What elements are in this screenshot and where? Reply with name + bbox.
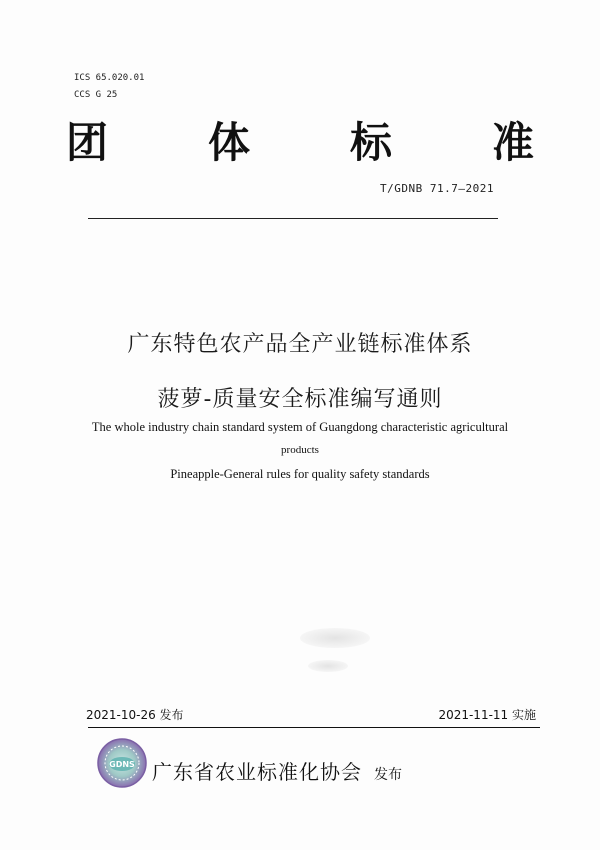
top-divider <box>88 218 498 219</box>
bottom-divider <box>88 727 540 728</box>
standard-number: T/GDNB 71.7—2021 <box>380 182 494 195</box>
scan-smudge <box>308 660 348 672</box>
date-row <box>86 706 536 723</box>
english-title-line-1: The whole industry chain standard system of Guangdong characteristic agricultural <box>91 420 509 434</box>
doc-type-char: 体 <box>207 118 250 167</box>
issue-date: 2021-10-26 发布 <box>86 708 184 722</box>
svg-text:GDNS: GDNS <box>109 760 135 769</box>
ccs-code: CCS G 25 <box>74 90 118 100</box>
doc-type-char: 团 <box>65 118 108 167</box>
publish-label: 发布 <box>374 767 402 783</box>
ics-code: ICS 65.020.01 <box>74 73 145 83</box>
english-title-line-3: Pineapple-General rules for quality safety standards <box>170 467 430 481</box>
doc-type-char: 准 <box>491 118 534 167</box>
document-type-heading <box>60 110 540 170</box>
association-seal-icon <box>97 738 147 788</box>
publisher <box>152 756 402 785</box>
english-title-line-2: products <box>281 444 319 456</box>
publisher-organization: 广东省农业标准化协会 <box>152 760 362 784</box>
classification-codes <box>74 70 144 104</box>
doc-type-char: 标 <box>349 118 392 167</box>
title-line-2: 菠萝-质量安全标准编写通则 <box>157 387 443 412</box>
scan-smudge <box>300 628 370 648</box>
title-line-1: 广东特色农产品全产业链标准体系 <box>127 332 473 357</box>
effective-date: 2021-11-11 实施 <box>438 708 536 722</box>
